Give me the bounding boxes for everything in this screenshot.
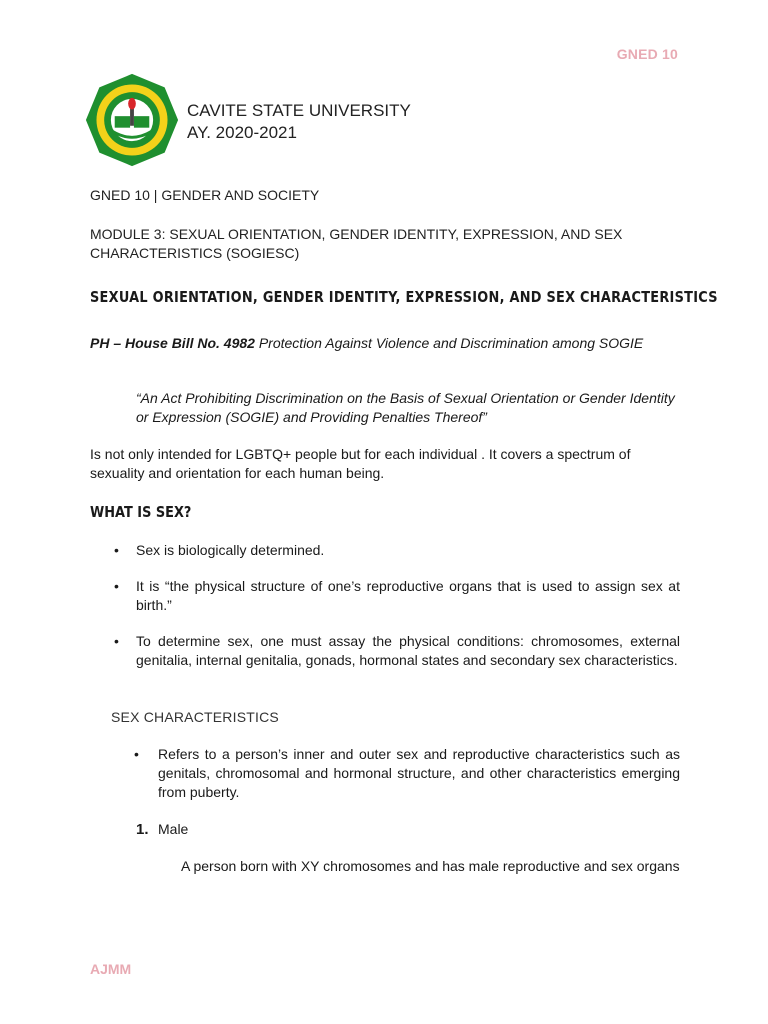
course-line: GNED 10 | GENDER AND SOCIETY	[90, 187, 320, 203]
house-bill-title: Protection Against Violence and Discrimination among SOGIE	[254, 335, 644, 351]
footer-initials: AJMM	[90, 961, 132, 977]
sex-characteristics-heading: SEX CHARACTERISTICS	[111, 709, 279, 725]
logo-book-left	[115, 116, 130, 128]
intro-paragraph: Is not only intended for LGBTQ+ people but for each individual . It covers a spectrum of sexuality and orientation for each human being.	[90, 446, 631, 481]
logo-flame	[128, 98, 136, 110]
list-item: • To determine sex, one must assay the physical conditions: chromosomes, external genitalia, internal genitalia, gonads, hormonal states and secondary sex characteristics.	[90, 632, 680, 670]
university-seal-logo	[84, 72, 180, 168]
academic-year: AY. 2020-2021	[187, 123, 297, 142]
list-item: • It is “the physical structure of one’s reproductive organs that is used to assign sex at birth.”	[90, 577, 680, 615]
logo-book-right	[134, 116, 149, 128]
house-bill-number: PH – House Bill No. 4982	[90, 335, 255, 351]
what-is-sex-heading: WHAT IS SEX?	[90, 503, 192, 521]
list-item: • Sex is biologically determined.	[90, 541, 680, 560]
university-heading	[187, 100, 411, 144]
item-label: Male	[158, 821, 189, 837]
item-number: 1.	[136, 821, 149, 838]
list-item: • Refers to a person’s inner and outer sex and reproductive characteristics such as genitals, chromosomal and hormonal structure, and other characteristics emerging from puberty.	[111, 745, 680, 802]
module-line: MODULE 3: SEXUAL ORIENTATION, GENDER IDENTITY, EXPRESSION, AND SEX CHARACTERISTICS (SOGIESC)	[90, 226, 623, 261]
section-title: SEXUAL ORIENTATION, GENDER IDENTITY, EXPRESSION, AND SEX CHARACTERISTICS	[90, 288, 718, 306]
bill-quote: “An Act Prohibiting Discrimination on the Basis of Sexual Orientation or Gender Identity or Expression (SOGIE) and Providing Penalties Thereof”	[136, 390, 675, 425]
house-bill-line	[90, 334, 670, 353]
sex-characteristics-list	[111, 745, 680, 802]
what-is-sex-list	[90, 541, 680, 670]
university-name: CAVITE STATE UNIVERSITY	[187, 101, 411, 120]
header-course-code: GNED 10	[616, 46, 678, 62]
item-definition: A person born with XY chromosomes and has male reproductive and sex organs	[181, 858, 680, 874]
